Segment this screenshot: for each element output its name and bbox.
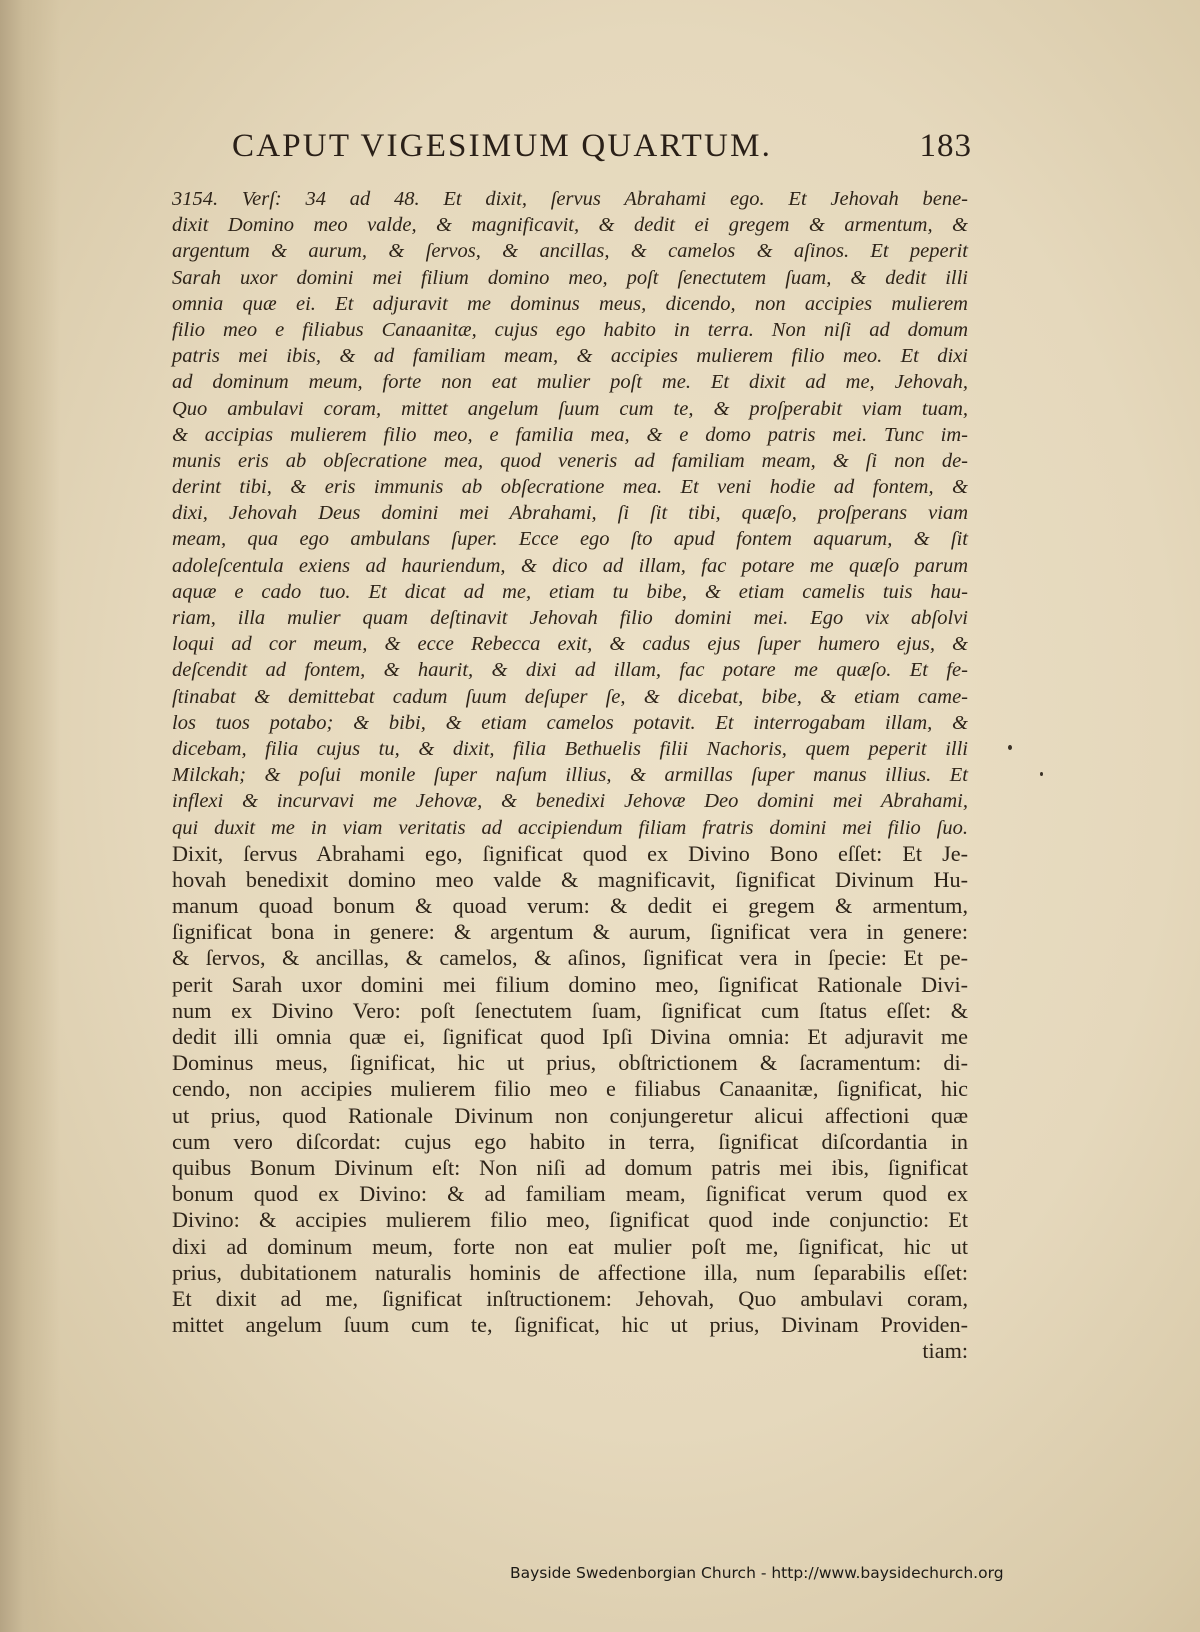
commentary-passage: [172, 841, 968, 1365]
commentary-line: Et dixit ad me, ſignificat inſtructionem: Jehovah, Quo ambulavi coram,: [172, 1285, 968, 1311]
scripture-line: meam, qua ego ambulans ſuper. Ecce ego ſto apud fontem aquarum, & ſit: [172, 528, 968, 551]
scripture-line: deſcendit ad fontem, & haurit, & dixi ad illam, fac potare me quæſo. Et fe-: [172, 659, 968, 682]
commentary-line: ſignificat bona in genere: & argentum & aurum, ſignificat vera in genere:: [172, 919, 968, 945]
scripture-line: inflexi & incurvavi me Jehovæ, & benedixi Jehovæ Deo domini mei Abrahami,: [172, 790, 968, 813]
scripture-line: omnia quæ ei. Et adjuravit me dominus meus, dicendo, non accipies mulierem: [172, 292, 968, 315]
commentary-line: Dominus meus, ſignificat, hic ut prius, obſtrictionem & ſacramentum: di-: [172, 1050, 968, 1076]
commentary-line: prius, dubitationem naturalis hominis de affectione illa, num ſeparabilis eſſet:: [172, 1259, 968, 1285]
scripture-line: & accipias mulierem filio meo, e familia mea, & e domo patris mei. Tunc im-: [172, 423, 968, 446]
scripture-line: derint tibi, & eris immunis ab obſecratione mea. Et veni hodie ad fontem, &: [172, 476, 968, 499]
commentary-line: mittet angelum ſuum cum te, ſignificat, hic ut prius, Divinam Providen-: [172, 1312, 968, 1338]
commentary-line: quibus Bonum Divinum eſt: Non niſi ad domum patris mei ibis, ſignificat: [172, 1154, 968, 1180]
commentary-line: hovah benedixit domino meo valde & magnificavit, ſignificat Divinum Hu-: [172, 866, 968, 892]
commentary-line: num ex Divino Vero: poſt ſenectutem ſuam, ſignificat cum ſtatus eſſet: &: [172, 997, 968, 1023]
commentary-line: & ſervos, & ancillas, & camelos, & aſinos, ſignificat vera in ſpecie: Et pe-: [172, 945, 968, 971]
scripture-line: munis eris ab obſecratione mea, quod veneris ad familiam meam, & ſi non de-: [172, 449, 968, 472]
scripture-line: los tuos potabo; & bibi, & etiam camelos potavit. Et interrogabam illam, &: [172, 711, 968, 734]
body-text: [172, 186, 968, 1364]
scripture-line: Sarah uxor domini mei filium domino meo, poſt ſenectutem ſuam, & dedit illi: [172, 266, 968, 289]
scripture-line: ad dominum meum, forte non eat mulier poſt me. Et dixit ad me, Jehovah,: [172, 371, 968, 394]
page-number: 183: [919, 128, 972, 164]
scripture-line: loqui ad cor meum, & ecce Rebecca exit, & cadus ejus ſuper humero ejus, &: [172, 633, 968, 656]
scripture-line: dixi, Jehovah Deus domini mei Abrahami, ſi ſit tibi, quæſo, proſperans viam: [172, 502, 968, 525]
paper-speck: [1040, 772, 1043, 776]
scripture-line: aquæ e cado tuo. Et dicat ad me, etiam tu bibe, & etiam camelis tuis hau-: [172, 580, 968, 603]
scripture-line: ſtinabat & demittebat cadum ſuum deſuper ſe, & dicebat, bibe, & etiam came-: [172, 685, 968, 708]
commentary-line: dixi ad dominum meum, forte non eat mulier poſt me, ſignificat, hic ut: [172, 1233, 968, 1259]
catchword: tiam:: [922, 1338, 968, 1364]
commentary-line: cum vero diſcordat: cujus ego habito in terra, ſignificat diſcordantia in: [172, 1128, 968, 1154]
running-title: CAPUT VIGESIMUM QUARTUM.: [232, 128, 773, 164]
commentary-line: manum quoad bonum & quoad verum: & dedit ei gregem & armentum,: [172, 893, 968, 919]
gutter-shadow: [0, 0, 60, 1632]
paper-speck: [1008, 745, 1012, 750]
scripture-line: Milckah; & poſui monile ſuper naſum illius, & armillas ſuper manus illius. Et: [172, 764, 968, 787]
commentary-line: Divino: & accipies mulierem filio meo, ſignificat quod inde conjunctio: Et: [172, 1207, 968, 1233]
scripture-line: patris mei ibis, & ad familiam meam, & accipies mulierem filio meo. Et dixi: [172, 345, 968, 368]
scripture-line: argentum & aurum, & ſervos, & ancillas, & camelos & aſinos. Et peperit: [172, 240, 968, 263]
scripture-line: 3154. Verſ: 34 ad 48. Et dixit, ſervus Abrahami ego. Et Jehovah bene-: [172, 188, 968, 210]
scripture-line: adoleſcentula exiens ad hauriendum, & dico ad illam, fac potare me quæſo parum: [172, 554, 968, 577]
footer-credit: Bayside Swedenborgian Church - http://www.baysidechurch.org: [510, 1564, 1004, 1582]
scripture-line: dixit Domino meo valde, & magnificavit, & dedit ei gregem & armentum, &: [172, 214, 968, 237]
commentary-line: ut prius, quod Rationale Divinum non conjungeretur alicui affectioni quæ: [172, 1102, 968, 1128]
commentary-line: dedit illi omnia quæ ei, ſignificat quod Ipſi Divina omnia: Et adjuravit me: [172, 1024, 968, 1049]
commentary-line: cendo, non accipies mulierem filio meo e filiabus Canaanitæ, ſignificat, hic: [172, 1076, 968, 1102]
commentary-line: perit Sarah uxor domini mei filium domino meo, ſignificat Rationale Divi-: [172, 971, 968, 997]
scripture-line: dicebam, filia cujus tu, & dixit, filia Bethuelis filii Nachoris, quem peperit illi: [172, 737, 968, 760]
scripture-line: riam, illa mulier quam deſtinavit Jehovah filio domini mei. Ego vix abſolvi: [172, 607, 968, 629]
scripture-line: filio meo e filiabus Canaanitæ, cujus ego habito in terra. Non niſi ad domum: [172, 318, 968, 341]
scripture-line: Quo ambulavi coram, mittet angelum ſuum cum te, & proſperabit viam tuam,: [172, 397, 968, 420]
running-head: [232, 128, 972, 180]
commentary-line: bonum quod ex Divino: & ad familiam meam, ſignificat verum quod ex: [172, 1181, 968, 1207]
scripture-line: qui duxit me in viam veritatis ad accipiendum filiam fratris domini mei filio ſuo.: [172, 816, 968, 839]
scripture-passage: [172, 186, 968, 841]
commentary-line: Dixit, ſervus Abrahami ego, ſignificat quod ex Divino Bono eſſet: Et Je-: [172, 840, 968, 866]
